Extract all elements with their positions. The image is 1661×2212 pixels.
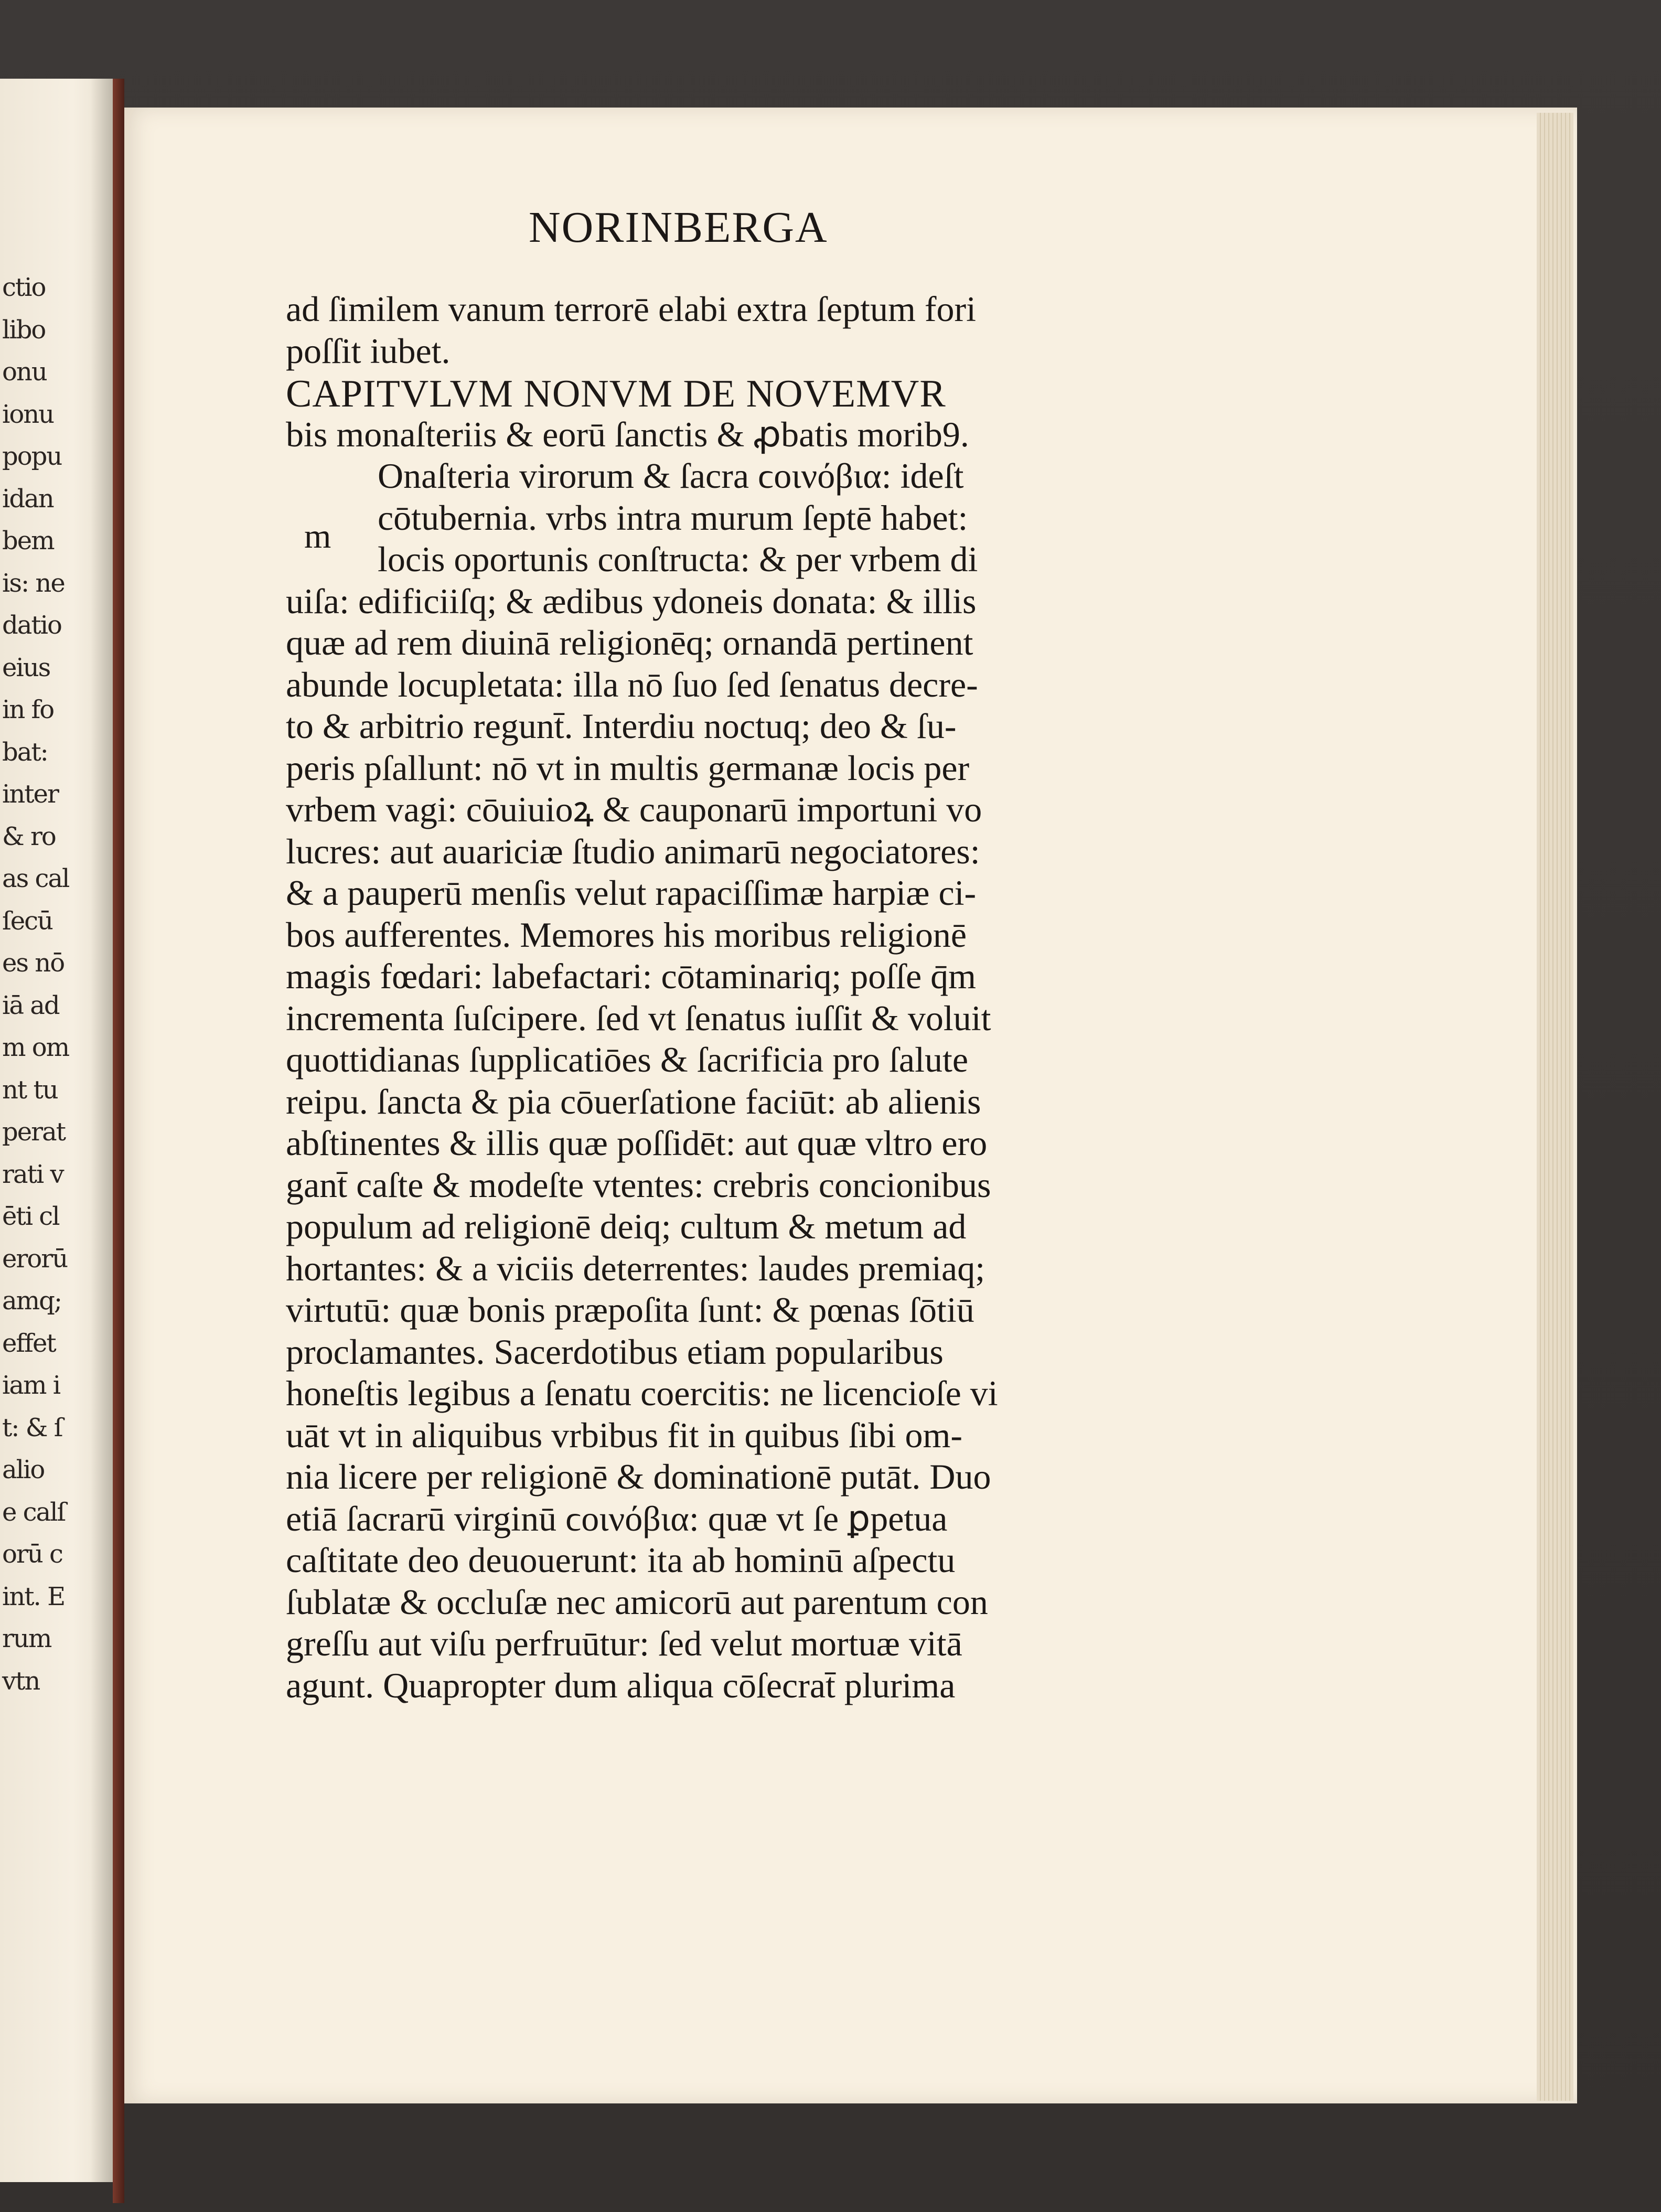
- text-line: populum ad religionē deiq; cultum & metum ad: [286, 1206, 967, 1246]
- left-page-line: ctio: [2, 273, 46, 302]
- left-page-line: bem: [2, 526, 54, 555]
- chapter-heading: CAPITVLVM NONVM DE NOVEMVR: [286, 372, 946, 415]
- text-line: lucres: aut auariciæ ſtudio animarū negociatores:: [286, 831, 980, 871]
- left-page-line: t: & ſ: [2, 1413, 62, 1442]
- text-line: proclamantes. Sacerdotibus etiam popularibus: [286, 1331, 944, 1372]
- text-line: cōtubernia. vrbs intra murum ſeptē habet:: [378, 497, 968, 538]
- left-page-line: in fo: [2, 695, 54, 724]
- text-line: greſſu aut viſu perfruūtur: ſed velut mortuæ vitā: [286, 1623, 962, 1663]
- left-page-line: int. E: [2, 1581, 65, 1611]
- left-page-line: bat:: [2, 737, 48, 767]
- text-line: quæ ad rem diuinā religionēq; ornandā pertinent: [286, 623, 973, 662]
- left-page: [0, 79, 122, 2182]
- left-page-line: ēti cl: [2, 1202, 59, 1231]
- left-page-line: is: ne: [2, 568, 65, 598]
- text-line: caſtitate deo deuouerunt: ita ab hominū aſpectu: [286, 1540, 956, 1580]
- left-page-line: onu: [2, 357, 47, 387]
- left-page-line: libo: [2, 315, 46, 345]
- left-page-line: rati v: [2, 1159, 63, 1189]
- left-page-line: e calſ: [2, 1497, 66, 1527]
- text-line: reipu. ſancta & pia cōuerſatione faciūt: ab alienis: [286, 1081, 981, 1121]
- left-page-line: rum: [2, 1624, 51, 1653]
- text-line: agunt. Quapropter dum aliqua cōſecrat̄ plurima: [286, 1665, 956, 1705]
- text-line: uiſa: edificiiſq; & ædibus ydoneis donata: & illis: [286, 581, 977, 621]
- guide-letter: m: [304, 517, 331, 555]
- left-page-line: amq;: [2, 1286, 62, 1316]
- text-line: honeſtis legibus a ſenatu coercitis: ne licencioſe vi: [286, 1373, 998, 1413]
- text-line: hortantes: & a viciis deterrentes: laudes premiaq;: [286, 1248, 985, 1288]
- text-line: magis fœdari: labefactari: cōtaminariq; poſſe q̄m: [286, 956, 977, 996]
- text-line: uāt vt in aliquibus vrbibus fit in quibus ſibi om-: [286, 1415, 963, 1455]
- text-line: nia licere per religionē & dominationē putāt. Duo: [286, 1457, 991, 1497]
- left-page-line: vtn: [2, 1666, 40, 1696]
- text-line: vrbem vagi: cōuiuioꝝ & cauponarū importuni vo: [286, 789, 982, 829]
- left-page-line: popu: [2, 442, 62, 471]
- text-line: ad ſimilem vanum terrorē elabi extra ſeptum fori: [286, 289, 977, 329]
- left-page-line: as cal: [2, 864, 69, 893]
- binding-edge: [113, 79, 124, 2203]
- text-line: locis oportunis conſtructa: & per vrbem di: [378, 539, 978, 579]
- left-page-line: iā ad: [2, 990, 59, 1020]
- text-line: abunde locupletata: illa nō ſuo ſed ſenatus decre-: [286, 664, 978, 704]
- text-line: ſublatæ & occluſæ nec amicorū aut parentum con: [286, 1581, 988, 1622]
- left-page-line: eius: [2, 653, 50, 682]
- text-line: poſſit iubet.: [286, 330, 451, 371]
- text-line: to & arbitrio regunt̄. Interdiu noctuq; deo & ſu-: [286, 706, 957, 746]
- page-edges: [1537, 113, 1573, 2101]
- text-line: bis monaſteriis & eorū ſanctis & ꝓbatis morib9.: [286, 414, 969, 454]
- left-page-line: ſecū: [2, 906, 52, 936]
- left-page-line: datio: [2, 611, 61, 640]
- text-line: & a pauperū menſis velut rapaciſſimæ harpiæ ci-: [286, 873, 977, 913]
- left-page-line: iam i: [2, 1371, 60, 1400]
- left-page-line: idan: [2, 484, 53, 514]
- left-page-line: es nō: [2, 948, 65, 978]
- left-page-line: orū c: [2, 1540, 62, 1569]
- left-page-line: ionu: [2, 399, 54, 429]
- text-line: Onaſteria virorum & ſacra ϲοινόβια: ideſt: [378, 456, 964, 496]
- text-line: etiā ſacrarū virginū ϲοινόβια: quæ vt ſe ꝑpetua: [286, 1498, 948, 1538]
- text-line: incrementa ſuſcipere. ſed vt ſenatus iuſſit & voluit: [286, 998, 991, 1038]
- left-page-line: alio: [2, 1455, 45, 1484]
- left-page-line: inter: [2, 779, 58, 809]
- left-page-line: effet: [2, 1328, 56, 1358]
- left-page-line: nt tu: [2, 1075, 58, 1105]
- running-title: NORINBERGA: [529, 203, 828, 252]
- text-line: abſtinentes & illis quæ poſſidēt: aut quæ vltro ero: [286, 1123, 988, 1163]
- text-line: quottidianas ſupplicatiōes & ſacrificia pro ſalute: [286, 1040, 969, 1080]
- text-line: gant̄ caſte & modeſte vtentes: crebris concionibus: [286, 1164, 991, 1205]
- text-line: bos aufferentes. Memores his moribus religionē: [286, 914, 967, 955]
- left-page-line: & ro: [2, 821, 56, 851]
- left-page-line: erorū: [2, 1244, 68, 1274]
- text-line: peris pſallunt: nō vt in multis germanæ locis per: [286, 747, 970, 788]
- text-line: virtutū: quæ bonis præpoſita ſunt: & pœnas ſōtiū: [286, 1290, 974, 1330]
- left-page-line: m om: [2, 1033, 69, 1062]
- left-page-line: perat: [2, 1117, 65, 1147]
